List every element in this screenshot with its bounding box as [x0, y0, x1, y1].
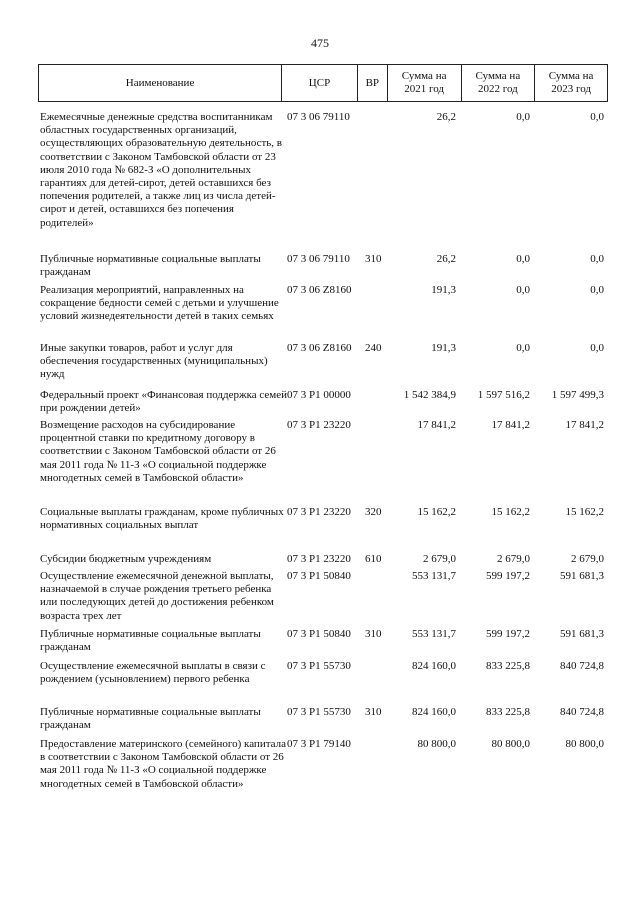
- row-name: Публичные нормативные социальные выплаты гражданам: [40, 628, 261, 654]
- row-name: Осуществление ежемесячной выплаты в связи с рождением (усыновлением) первого ребенка: [40, 660, 266, 686]
- table-header: [38, 64, 608, 102]
- row-name: Предоставление материнского (семейного) капитала в соответствии с Законом Тамбовской области от 26 мая 2011 года № 11-З «О социальной поддержке многодетных семей в Тамбовской области»: [40, 738, 286, 790]
- row-sum-2022: 833 225,8: [486, 706, 530, 718]
- row-vr: 240: [365, 342, 382, 354]
- row-sum-2022: 17 841,2: [491, 419, 530, 431]
- row-sum-2022: 833 225,8: [486, 660, 530, 672]
- row-csr: 07 3 P1 55730: [287, 660, 351, 672]
- header-sum-2023-line2: 2023 год: [551, 83, 591, 95]
- row-sum-2022: 80 800,0: [491, 738, 530, 750]
- row-sum-2023: 0,0: [590, 111, 604, 123]
- row-csr: 07 3 P1 23220: [287, 553, 351, 565]
- row-sum-2023: 17 841,2: [565, 419, 604, 431]
- row-sum-2022: 15 162,2: [491, 506, 530, 518]
- header-sum-2023-line1: Сумма на: [548, 70, 594, 82]
- row-name: Возмещение расходов на субсидирование процентной ставки по кредитному договору в соответствии с Законом Тамбовской области от 26 мая 2011 года № 11-З «О социальной поддержке многодетных семей в Тамбовской области»: [40, 419, 276, 484]
- row-vr: 310: [365, 628, 382, 640]
- row-sum-2023: 591 681,3: [560, 570, 604, 582]
- row-csr: 07 3 06 Z8160: [287, 284, 352, 296]
- page-number: 475: [311, 36, 329, 50]
- row-sum-2021: 80 800,0: [417, 738, 456, 750]
- row-name: Федеральный проект «Финансовая поддержка семей при рождении детей»: [40, 389, 288, 415]
- row-sum-2021: 191,3: [431, 342, 456, 354]
- row-sum-2022: 2 679,0: [497, 553, 530, 565]
- header-sum-2023: [535, 65, 607, 101]
- row-csr: 07 3 P1 23220: [287, 419, 351, 431]
- row-sum-2021: 191,3: [431, 284, 456, 296]
- row-sum-2023: 0,0: [590, 342, 604, 354]
- row-csr: 07 3 P1 79140: [287, 738, 351, 750]
- row-csr: 07 3 06 Z8160: [287, 342, 352, 354]
- row-sum-2023: 80 800,0: [565, 738, 604, 750]
- row-sum-2022: 599 197,2: [486, 570, 530, 582]
- row-sum-2021: 824 160,0: [412, 706, 456, 718]
- header-sum-2021-line2: 2021 год: [404, 83, 445, 95]
- row-sum-2023: 2 679,0: [571, 553, 604, 565]
- row-csr: 07 3 P1 00000: [287, 389, 351, 401]
- row-sum-2022: 599 197,2: [486, 628, 530, 640]
- header-sum-2022: [462, 65, 536, 101]
- row-name: Публичные нормативные социальные выплаты гражданам: [40, 253, 261, 279]
- row-name: Осуществление ежемесячной денежной выплаты, назначаемой в случае рождения третьего ребенка или последующих детей до достижения ребенком возраста трех лет: [40, 570, 274, 622]
- row-csr: 07 3 P1 50840: [287, 628, 351, 640]
- header-sum-2021: [388, 65, 462, 101]
- row-name: Социальные выплаты гражданам, кроме публичных нормативных социальных выплат: [40, 506, 284, 532]
- row-sum-2023: 15 162,2: [565, 506, 604, 518]
- row-sum-2021: 26,2: [436, 253, 456, 265]
- row-vr: 610: [365, 553, 382, 565]
- row-sum-2023: 0,0: [590, 284, 604, 296]
- row-sum-2021: 26,2: [436, 111, 456, 123]
- row-sum-2022: 0,0: [516, 111, 530, 123]
- row-sum-2023: 840 724,8: [560, 706, 604, 718]
- header-sum-2021-line1: Сумма на: [401, 70, 447, 82]
- row-csr: 07 3 06 79110: [287, 111, 350, 123]
- row-csr: 07 3 06 79110: [287, 253, 350, 265]
- row-sum-2022: 1 597 516,2: [477, 389, 530, 401]
- row-sum-2022: 0,0: [516, 253, 530, 265]
- row-sum-2023: 0,0: [590, 253, 604, 265]
- header-vr: ВР: [358, 65, 388, 101]
- header-csr: ЦСР: [282, 65, 358, 101]
- row-vr: 310: [365, 253, 382, 265]
- row-csr: 07 3 P1 50840: [287, 570, 351, 582]
- row-sum-2023: 1 597 499,3: [551, 389, 604, 401]
- row-sum-2021: 553 131,7: [412, 628, 456, 640]
- row-sum-2021: 824 160,0: [412, 660, 456, 672]
- row-name: Реализация мероприятий, направленных на сокращение бедности семей с детьми и улучшение условий жизнедеятельности детей в таких семьях: [40, 284, 279, 323]
- row-vr: 310: [365, 706, 382, 718]
- row-sum-2021: 2 679,0: [423, 553, 456, 565]
- row-sum-2023: 591 681,3: [560, 628, 604, 640]
- row-name: Публичные нормативные социальные выплаты гражданам: [40, 706, 261, 732]
- row-sum-2021: 15 162,2: [417, 506, 456, 518]
- row-sum-2021: 17 841,2: [417, 419, 456, 431]
- row-sum-2023: 840 724,8: [560, 660, 604, 672]
- row-vr: 320: [365, 506, 382, 518]
- row-sum-2021: 553 131,7: [412, 570, 456, 582]
- header-sum-2022-line1: Сумма на: [475, 70, 521, 82]
- header-name: Наименование: [39, 65, 282, 101]
- row-sum-2022: 0,0: [516, 342, 530, 354]
- row-name: Субсидии бюджетным учреждениям: [40, 553, 212, 565]
- row-csr: 07 3 P1 23220: [287, 506, 351, 518]
- row-sum-2021: 1 542 384,9: [403, 389, 456, 401]
- row-csr: 07 3 P1 55730: [287, 706, 351, 718]
- header-sum-2022-line2: 2022 год: [477, 83, 518, 95]
- row-sum-2022: 0,0: [516, 284, 530, 296]
- row-name: Иные закупки товаров, работ и услуг для обеспечения государственных (муниципальных) нужд: [40, 342, 268, 381]
- row-name: Ежемесячные денежные средства воспитанникам областных государственных организаций, осуществляющих образовательную деятельность, в соответствии с Законом Тамбовской области от 23 июля 2010 года № 682-З «О дополнительных гарантиях для детей-сирот, детей оставшихся без попечения родителей, а также лиц из числа детей-сирот и детей, оставшихся без попечения родителей»: [40, 111, 282, 229]
